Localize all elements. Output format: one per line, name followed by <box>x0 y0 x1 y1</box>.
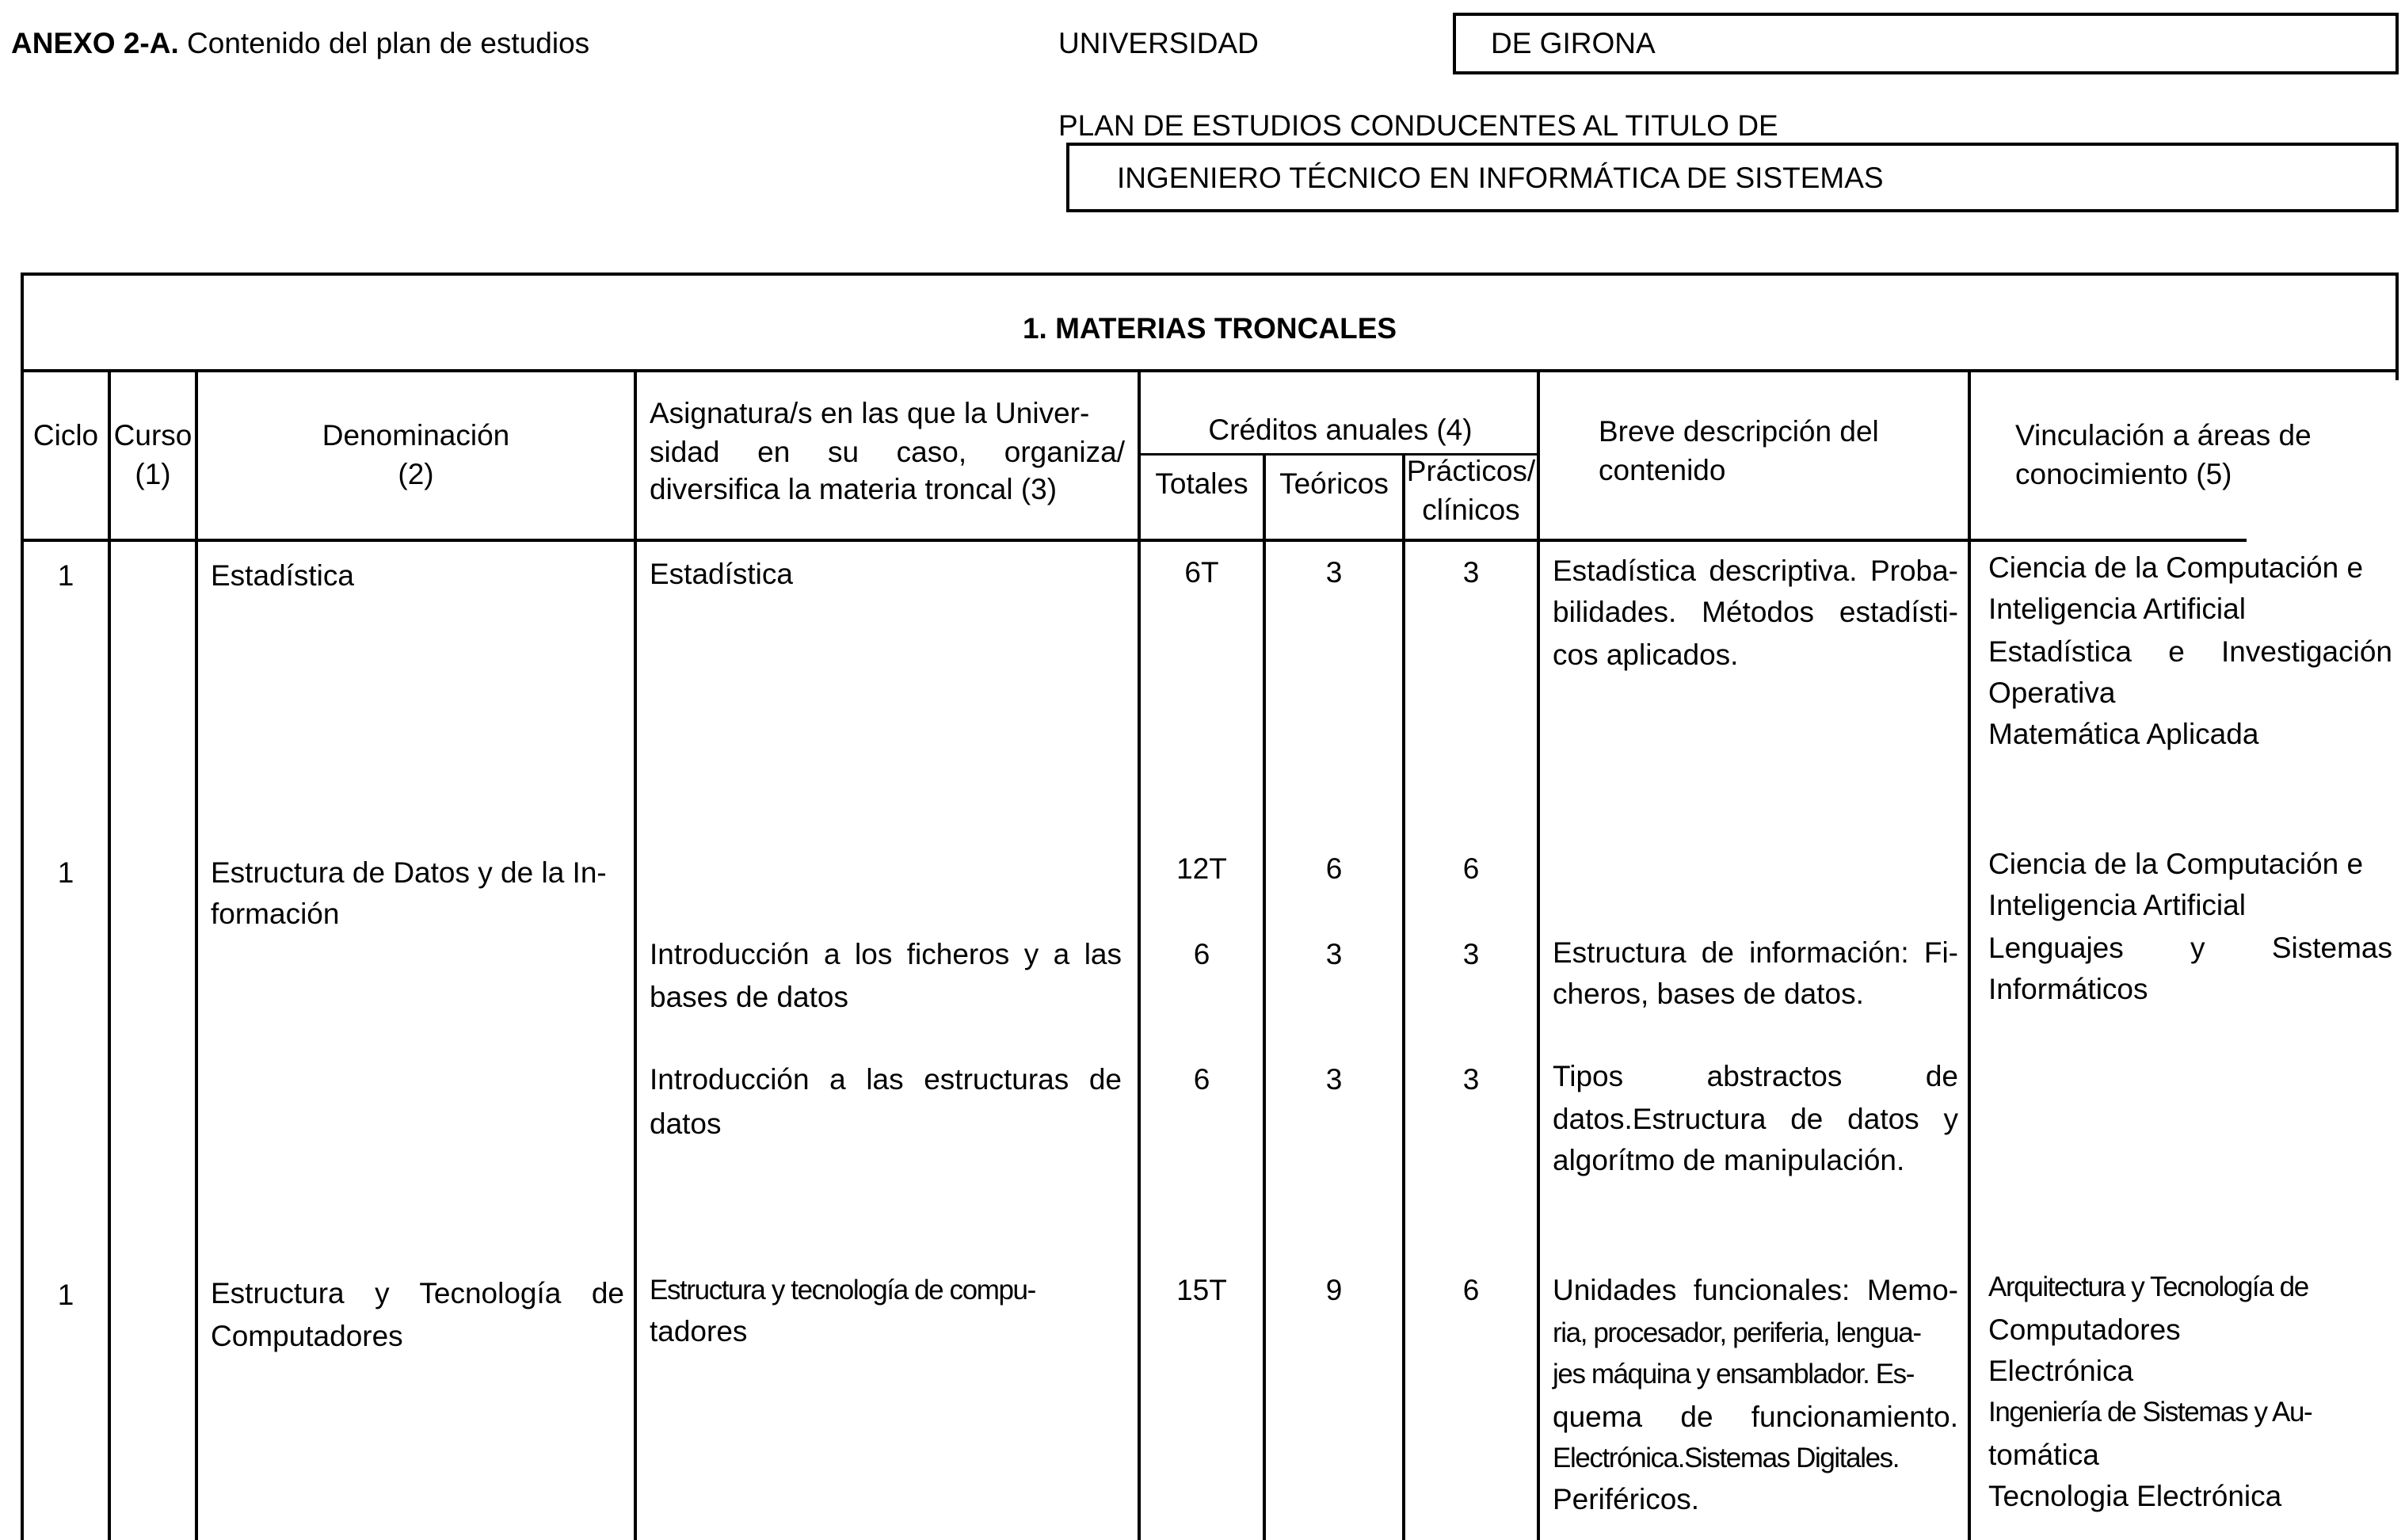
col-line-vinculacion <box>1968 369 1971 1540</box>
row3-descripcion-line: Unidades funcionales: Memo- <box>1553 1274 1958 1306</box>
row2b-descripcion-line: datos.Estructura de datos y <box>1553 1103 1958 1135</box>
header-vinculacion-line1: Vinculación a áreas de <box>2015 419 2312 452</box>
row3-area-line: Electrónica <box>1988 1355 2134 1387</box>
header-ciclo: Ciclo <box>32 419 99 452</box>
table-left-border <box>21 273 24 1540</box>
row2b-teoricos: 3 <box>1325 1063 1343 1096</box>
row1-descripcion-line: bilidades. Métodos estadísti- <box>1553 596 1958 628</box>
header-curso-line2: (1) <box>135 458 171 490</box>
row1-area-line: Inteligencia Artificial <box>1988 593 2246 625</box>
header-teoricos: Teóricos <box>1279 467 1389 500</box>
row1-descripcion-line: cos aplicados. <box>1553 638 1739 671</box>
row3-descripcion-line: Periféricos. <box>1553 1483 1700 1515</box>
row3-area-line: Tecnologia Electrónica <box>1988 1480 2282 1512</box>
row2-totales: 12T <box>1176 852 1227 885</box>
section-title: 1. MATERIAS TRONCALES <box>1022 312 1397 345</box>
col-line-descripcion <box>1537 369 1540 1540</box>
table-top-border <box>21 273 2399 276</box>
row3-descripcion-line: quema de funcionamiento. <box>1553 1401 1958 1433</box>
row2-practicos: 6 <box>1462 852 1480 885</box>
row3-descripcion-line: jes máquina y ensamblador. Es- <box>1553 1359 1915 1389</box>
row2b-practicos: 3 <box>1462 1063 1480 1096</box>
row3-area-line: Computadores <box>1988 1313 2181 1346</box>
row2-ciclo: 1 <box>57 856 74 889</box>
row3-area-line: Ingeniería de Sistemas y Au- <box>1988 1397 2312 1428</box>
row2a-totales: 6 <box>1193 938 1210 970</box>
row3-descripcion-line: Electrónica.Sistemas Digitales. <box>1553 1443 1900 1473</box>
row1-denominacion: Estadística <box>211 559 354 592</box>
header-asignatura-line1: Asignatura/s en las que la Univer- <box>650 397 1090 429</box>
row3-teoricos: 9 <box>1325 1274 1343 1306</box>
row3-practicos: 6 <box>1462 1274 1480 1306</box>
header-creditos: Créditos anuales (4) <box>1208 414 1473 446</box>
header-descripcion-line2: contenido <box>1599 454 1726 486</box>
header-practicos-line1: Prácticos/ <box>1406 455 1536 487</box>
row3-denominacion-line: Computadores <box>211 1320 403 1352</box>
row1-teoricos: 3 <box>1325 556 1343 589</box>
header-asignatura-line2: sidad en su caso, organiza/ <box>650 436 1125 468</box>
col-line-denominacion <box>195 369 198 1540</box>
header-denominacion-line2: (2) <box>398 458 434 490</box>
annex-heading <box>11 22 589 65</box>
row3-area-line: tomática <box>1988 1439 2099 1471</box>
header-denominacion-line1: Denominación <box>322 419 510 452</box>
row1-area-line: Ciencia de la Computación e <box>1988 551 2364 584</box>
row2-area-line: Inteligencia Artificial <box>1988 889 2246 921</box>
row3-totales: 15T <box>1176 1274 1227 1306</box>
header-curso-line1: Curso <box>113 419 192 452</box>
header-practicos-line2: clínicos <box>1422 494 1520 526</box>
row2a-practicos: 3 <box>1462 938 1480 970</box>
annex-title: Contenido del plan de estudios <box>187 27 590 59</box>
col-line-curso <box>108 369 111 1540</box>
col-line-teoricos <box>1263 453 1266 1540</box>
row2-denominacion-line: Estructura de Datos y de la In- <box>211 856 607 889</box>
row3-descripcion-line: ria, procesador, periferia, lengua- <box>1553 1317 1921 1348</box>
annex-label: ANEXO 2-A. <box>11 27 179 59</box>
university-label: UNIVERSIDAD <box>1058 27 1259 59</box>
row1-practicos: 3 <box>1462 556 1480 589</box>
row1-descripcion-line: Estadística descriptiva. Proba- <box>1553 555 1958 587</box>
header-vinculacion-line2: conocimiento (5) <box>2015 458 2232 490</box>
title-row-divider <box>21 369 2399 372</box>
row3-denominacion-line: Estructura y Tecnología de <box>211 1277 624 1309</box>
header-descripcion-line1: Breve descripción del <box>1599 415 1879 448</box>
table-right-border <box>2395 273 2399 380</box>
row1-area-line: Operativa <box>1988 677 2116 709</box>
row2b-totales: 6 <box>1193 1063 1210 1096</box>
header-totales: Totales <box>1155 467 1248 500</box>
row2a-asignatura-line: bases de datos <box>650 981 848 1013</box>
row2a-descripcion-line: cheros, bases de datos. <box>1553 978 1864 1010</box>
row2a-descripcion-line: Estructura de información: Fi- <box>1553 936 1958 969</box>
col-line-asignatura <box>634 369 637 1540</box>
row2-area-line: Ciencia de la Computación e <box>1988 848 2364 880</box>
plan-label: PLAN DE ESTUDIOS CONDUCENTES AL TITULO DE <box>1058 109 1778 142</box>
row2b-asignatura-line: Introducción a las estructuras de <box>650 1063 1122 1096</box>
row2a-asignatura-line: Introducción a los ficheros y a las <box>650 938 1122 970</box>
row3-asignatura-line: tadores <box>650 1315 748 1348</box>
row2b-asignatura-line: datos <box>650 1107 722 1140</box>
row1-totales: 6T <box>1184 556 1219 589</box>
degree-title: INGENIERO TÉCNICO EN INFORMÁTICA DE SISTEMAS <box>1117 162 1884 194</box>
row2-teoricos: 6 <box>1325 852 1343 885</box>
row3-asignatura-line: Estructura y tecnología de compu- <box>650 1275 1035 1306</box>
col-line-practicos <box>1402 453 1405 1540</box>
row1-asignatura: Estadística <box>650 558 793 590</box>
row2-area-line: Lenguajes y Sistemas <box>1988 932 2392 964</box>
row1-area-line: Estadística e Investigación <box>1988 635 2392 668</box>
row3-ciclo: 1 <box>57 1279 74 1311</box>
row3-area-line: Arquitectura y Tecnología de <box>1988 1271 2308 1302</box>
row2-denominacion-line: formación <box>211 898 340 930</box>
header-bottom-divider <box>21 539 2247 542</box>
university-name: DE GIRONA <box>1491 27 1656 59</box>
row2b-descripcion-line: Tipos abstractos de <box>1553 1060 1958 1092</box>
row2a-teoricos: 3 <box>1325 938 1343 970</box>
header-asignatura-line3: diversifica la materia troncal (3) <box>650 473 1058 505</box>
row1-area-line: Matemática Aplicada <box>1988 718 2259 750</box>
row2b-descripcion-line: algorítmo de manipulación. <box>1553 1144 1905 1176</box>
row1-ciclo: 1 <box>57 559 74 592</box>
row2-area-line: Informáticos <box>1988 973 2148 1005</box>
